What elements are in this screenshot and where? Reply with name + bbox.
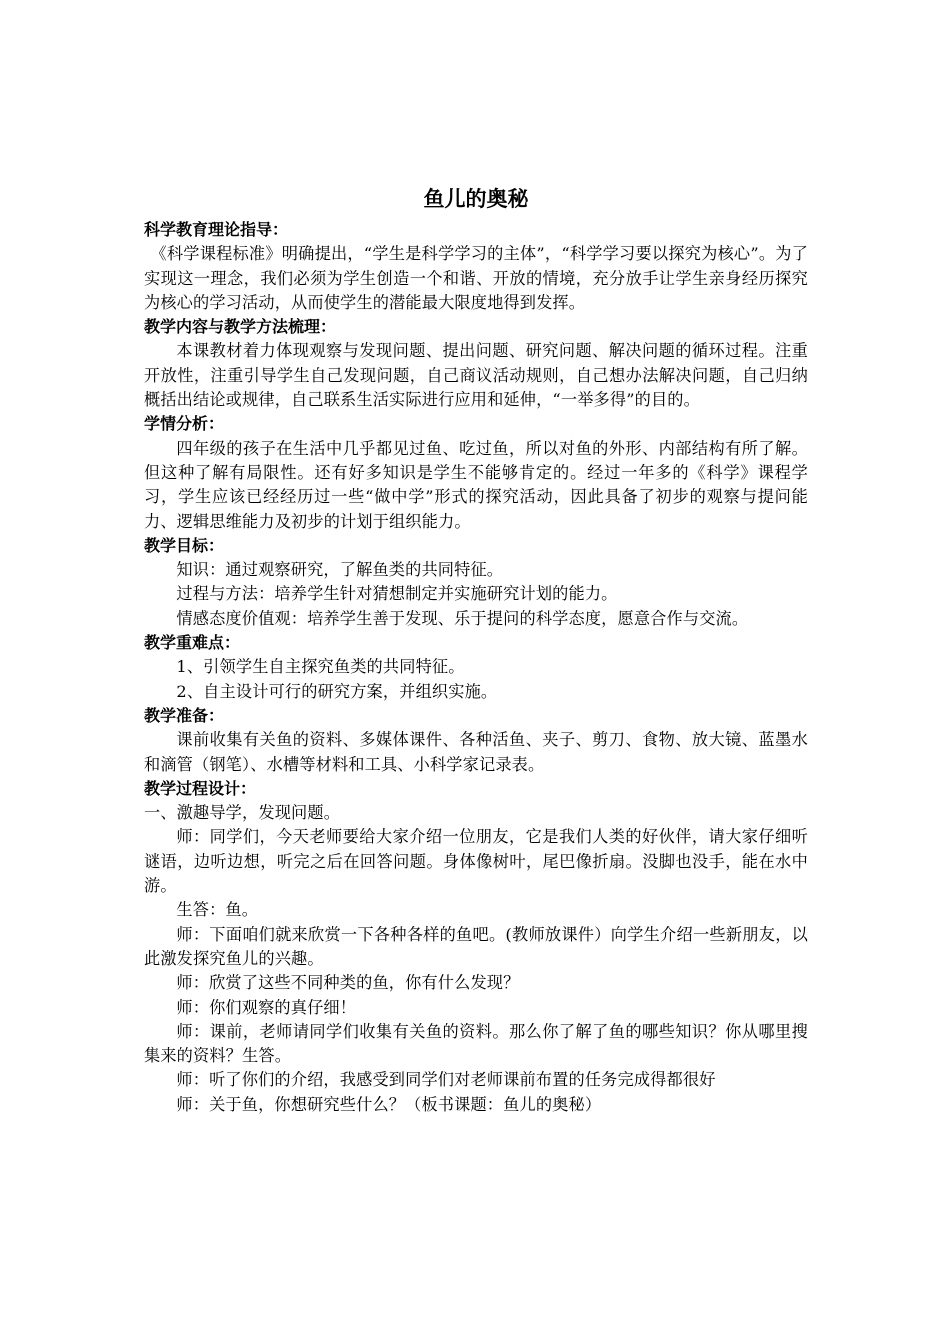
section-heading-key-points: 教学重难点： <box>144 633 241 653</box>
paragraph: 一、激趣导学，发现问题。 <box>144 803 341 823</box>
paragraph: 《科学课程标准》明确提出，“学生是科学学习的主体”，“科学学习要以探究为核心”。为了实现这一理念，我们必须为学生创造一个和谐、开放的情境，充分放手让学生亲身经历探究为核心的学习活动，从而使学生的潜能最大限度地得到发挥。 <box>144 244 808 312</box>
paragraph: 生答：鱼。 <box>176 900 259 920</box>
paragraph: 师：下面咱们就来欣赏一下各种各样的鱼吧。(教师放课件）向学生介绍一些新朋友，以此激发探究鱼儿的兴趣。 <box>144 924 808 968</box>
section-heading-student-analysis: 学情分析： <box>144 414 225 434</box>
section-heading-objectives: 教学目标： <box>144 535 225 555</box>
paragraph: 1、引领学生自主探究鱼类的共同特征。 <box>176 657 465 677</box>
section-heading-preparation: 教学准备： <box>144 705 225 725</box>
paragraph: 师：关于鱼，你想研究些什么？（板书课题：鱼儿的奥秘） <box>176 1094 602 1114</box>
document-body <box>144 182 808 1117</box>
paragraph: 知识：通过观察研究，了解鱼类的共同特征。 <box>176 560 504 580</box>
section-heading-content-method: 教学内容与教学方法梳理： <box>144 317 337 337</box>
section-heading-process: 教学过程设计： <box>144 778 257 798</box>
paragraph: 过程与方法：培养学生针对猜想制定并实施研究计划的能力。 <box>176 584 618 604</box>
paragraph: 课前收集有关鱼的资料、多媒体课件、各种活鱼、夹子、剪刀、食物、放大镜、蓝墨水和滴管（钢笔）、水槽等材料和工具、小科学家记录表。 <box>144 730 808 774</box>
paragraph: 情感态度价值观：培养学生善于发现、乐于提问的科学态度，愿意合作与交流。 <box>176 608 749 628</box>
paragraph: 师：同学们，今天老师要给大家介绍一位朋友，它是我们人类的好伙伴，请大家仔细听谜语，边听边想，听完之后在回答问题。身体像树叶，尾巴像折扇。没脚也没手，能在水中游。 <box>144 827 808 896</box>
paragraph: 本课教材着力体现观察与发现问题、提出问题、研究问题、解决问题的循环过程。注重开放性，注重引导学生自己发现问题，自己商议活动规则，自己想办法解决问题，自己归纳概括出结论或规律，自己联系生活实际进行应用和延伸，“一举多得”的目的。 <box>144 341 808 410</box>
paragraph: 师：你们观察的真仔细！ <box>176 997 357 1017</box>
paragraph: 2、自主设计可行的研究方案，并组织实施。 <box>176 681 498 701</box>
paragraph: 师：课前，老师请同学们收集有关鱼的资料。那么你了解了鱼的哪些知识？你从哪里搜集来的资料？生答。 <box>144 1021 808 1066</box>
paragraph: 师：听了你们的介绍，我感受到同学们对老师课前布置的任务完成得都很好 <box>176 1070 716 1090</box>
paragraph: 师：欣赏了这些不同种类的鱼，你有什么发现？ <box>176 973 520 993</box>
section-heading-theory: 科学教育理论指导： <box>144 220 289 239</box>
paragraph: 四年级的孩子在生活中几乎都见过鱼、吃过鱼，所以对鱼的外形、内部结构有所了解。但这种了解有局限性。还有好多知识是学生不能够肯定的。经过一年多的《科学》课程学习，学生应该已经经历过一些“做中学”形式的探究活动，因此具备了初步的观察与提问能力、逻辑思维能力及初步的计划于组织能力。 <box>144 438 808 531</box>
document-title: 鱼儿的奥秘 <box>423 187 529 211</box>
